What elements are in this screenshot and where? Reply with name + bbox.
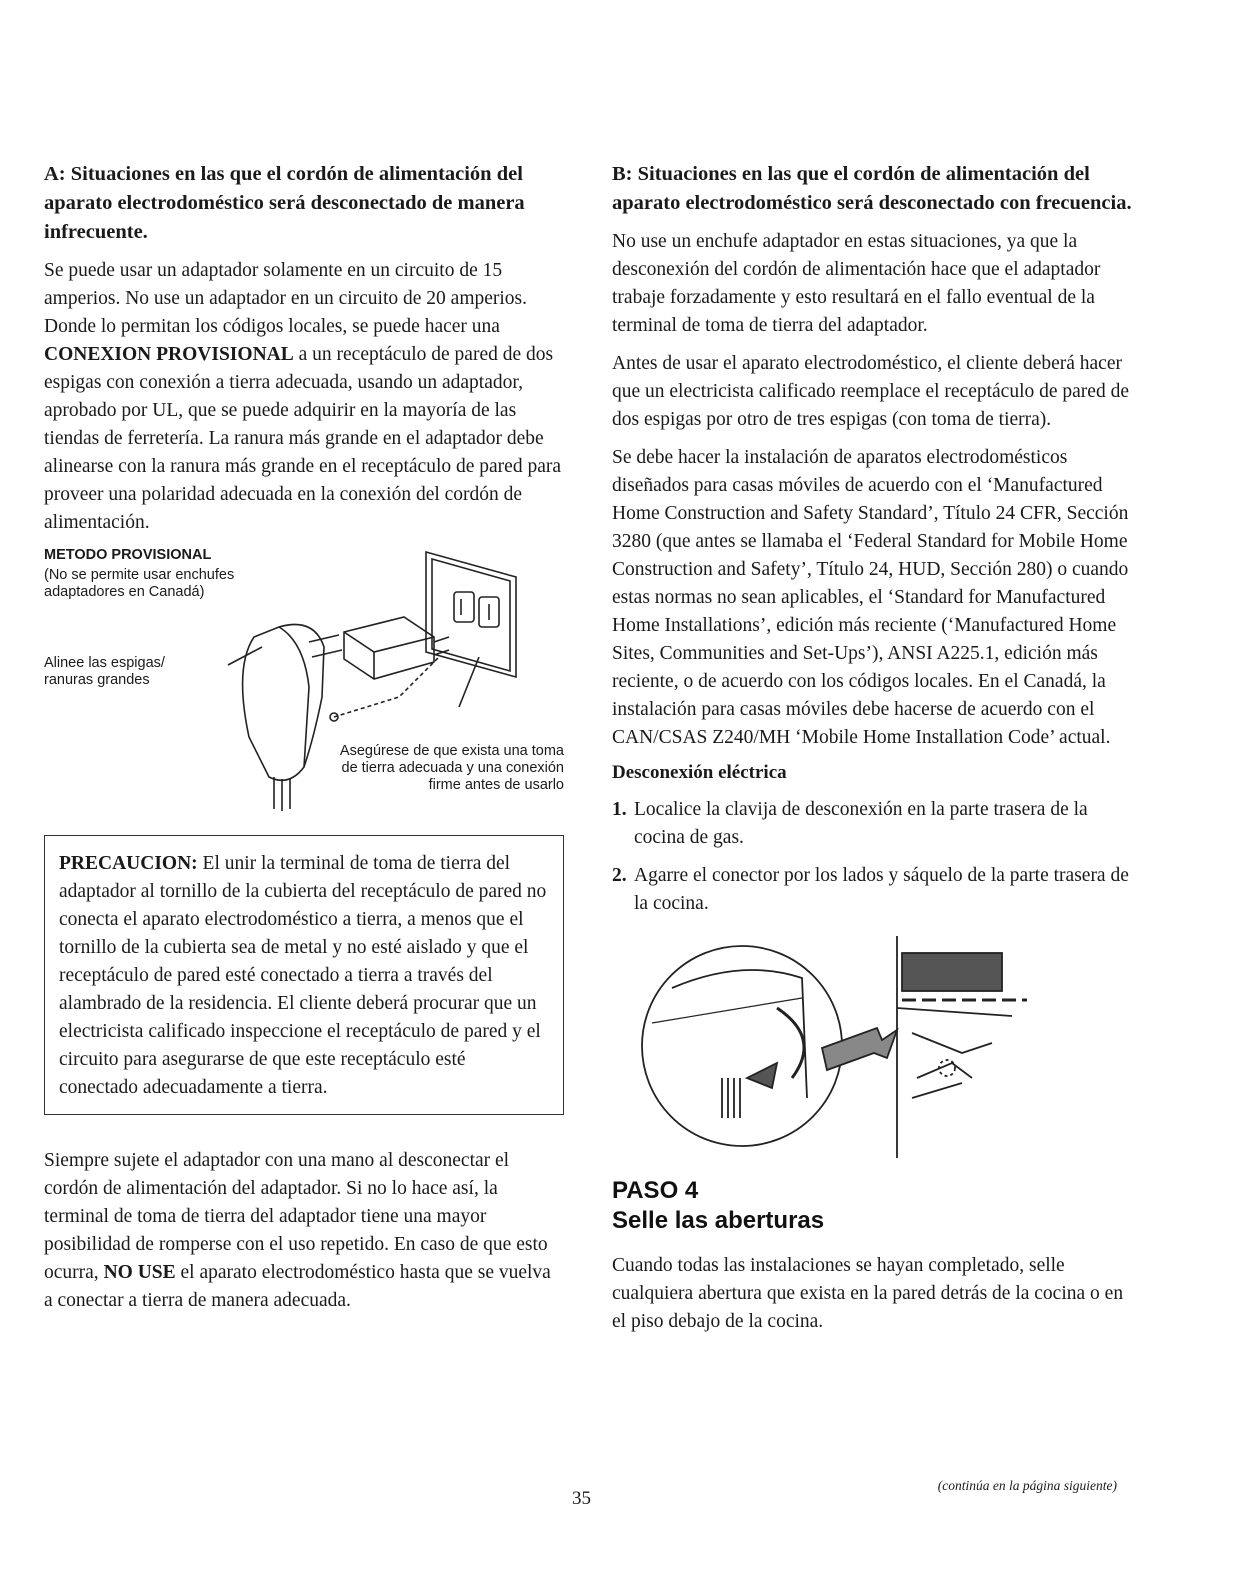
heading-b: B: Situaciones en las que el cordón de alimentación del aparato electrodoméstico será desconectado con frecuencia. bbox=[612, 163, 1132, 214]
caution-box bbox=[44, 835, 564, 1115]
disconnect-paragraph: Siempre sujete el adaptador con una mano al desconectar el cordón de alimentación del adaptador. Si no lo hace así, la terminal de toma de tierra del adaptador tiene una mayor posibilidad de romperse con el uso repetido. En caso de que esto ocurra, NO USE el aparato electrodoméstico hasta que se vuelva a conectar a tierra de manera adecuada. bbox=[44, 1150, 551, 1311]
step-4-subtitle: Selle las aberturas bbox=[612, 1207, 825, 1234]
caution-label: PRECAUCION: bbox=[59, 853, 198, 874]
electrical-disconnect-heading: Desconexión eléctrica bbox=[612, 762, 787, 783]
step-text: Localice la clavija de desconexión en la parte trasera de la cocina de gas. bbox=[634, 799, 1088, 848]
step-text: Agarre el conector por los lados y sáquelo de la parte trasera de la cocina. bbox=[634, 865, 1129, 914]
electrician-paragraph: Antes de usar el aparato electrodoméstico, el cliente deberá hacer que un electricista calificado reemplace el receptáculo de pared de dos espigas por otro de tres espigas (con toma de tierra). bbox=[612, 353, 1129, 430]
align-label: Alinee las espigas/ ranuras grandes bbox=[44, 655, 165, 688]
left-column bbox=[44, 160, 564, 1325]
do-not-use-bold: NO USE bbox=[103, 1262, 176, 1283]
step-item bbox=[612, 796, 1134, 852]
adapter-figure bbox=[44, 547, 564, 817]
seal-paragraph: Cuando todas las instalaciones se hayan completado, selle cualquiera abertura que exista en la pared detrás de la cocina o en el piso debajo de la cocina. bbox=[612, 1255, 1124, 1332]
continues-note: (continúa en la página siguiente) bbox=[937, 1478, 1117, 1493]
step-number: 2. bbox=[612, 865, 627, 886]
connector-figure bbox=[612, 928, 1134, 1158]
step-4-title: PASO 4 bbox=[612, 1177, 699, 1204]
figure-note: (No se permite usar enchufes adaptadores en Canadá) bbox=[44, 567, 235, 600]
adapter-paragraph: Se puede usar un adaptador solamente en un circuito de 15 amperios. No use un adaptador en un circuito de 20 amperios. Donde lo permitan los códigos locales, se puede hacer una CONEXION PROVISIONAL a un receptáculo de pared de dos espigas con conexión a tierra adecuada, usando un adaptador, aprobado por UL, que se puede adquirir en la mayoría de las tiendas de ferretería. La ranura más grande en el adaptador debe alinearse con la ranura más grande en el receptáculo de pared para proveer una polaridad adecuada en la conexión del cordón de alimentación. bbox=[44, 260, 561, 533]
right-column bbox=[612, 160, 1134, 1346]
provisional-connection-bold: CONEXION PROVISIONAL bbox=[44, 344, 294, 365]
page-number: 35 bbox=[572, 1488, 591, 1509]
ensure-label: Asegúrese de que exista una toma de tierra adecuada y una conexión firme antes de usarlo bbox=[339, 743, 564, 793]
caution-text: El unir la terminal de toma de tierra del adaptador al tornillo de la cubierta del receptáculo de pared no conecta el aparato electrodoméstico a tierra, a menos que el tornillo de la cubierta sea de metal y no esté aislado y que el receptáculo de pared esté conectado a tierra a través del alambrado de la residencia. El cliente deberá procurar que un electricista calificado inspeccione el receptáculo de pared y el circuito para asegurarse de que este receptáculo esté conectado adecuadamente a tierra. bbox=[59, 853, 547, 1098]
figure-title: METODO PROVISIONAL bbox=[44, 547, 212, 563]
no-adapter-paragraph: No use un enchufe adaptador en estas situaciones, ya que la desconexión del cordón de alimentación hace que el adaptador trabaje forzadamente y esto resultará en el fallo eventual de la terminal de toma de tierra del adaptador. bbox=[612, 231, 1101, 336]
adapter-illustration bbox=[194, 547, 564, 817]
mobile-home-paragraph: Se debe hacer la instalación de aparatos electrodomésticos diseñados para casas móviles de acuerdo con el ‘Manufactured Home Construction and Safety Standard’, Título 24 CFR, Sección 3280 (que antes se llamaba el ‘Federal Standard for Mobile Home Construction and Safety’, Título 24, HUD, Sección 280) o cuando estas normas no sean aplicables, el ‘Standard for Manufactured Home Installations’, edición más reciente (‘Manufactured Home Sites, Communities and Set-Ups’), ANSI A225.1, edición más reciente, o de acuerdo con los códigos locales. En el Canadá, la instalación para casas móviles debe hacerse de acuerdo con el CAN/CSAS Z240/MH ‘Mobile Home Installation Code’ actual. bbox=[612, 447, 1129, 748]
connector-illustration bbox=[612, 928, 1134, 1158]
step-number: 1. bbox=[612, 799, 627, 820]
step-item bbox=[612, 862, 1134, 918]
heading-a: A: Situaciones en las que el cordón de alimentación del aparato electrodoméstico será desconectado de manera infrecuente. bbox=[44, 163, 525, 243]
